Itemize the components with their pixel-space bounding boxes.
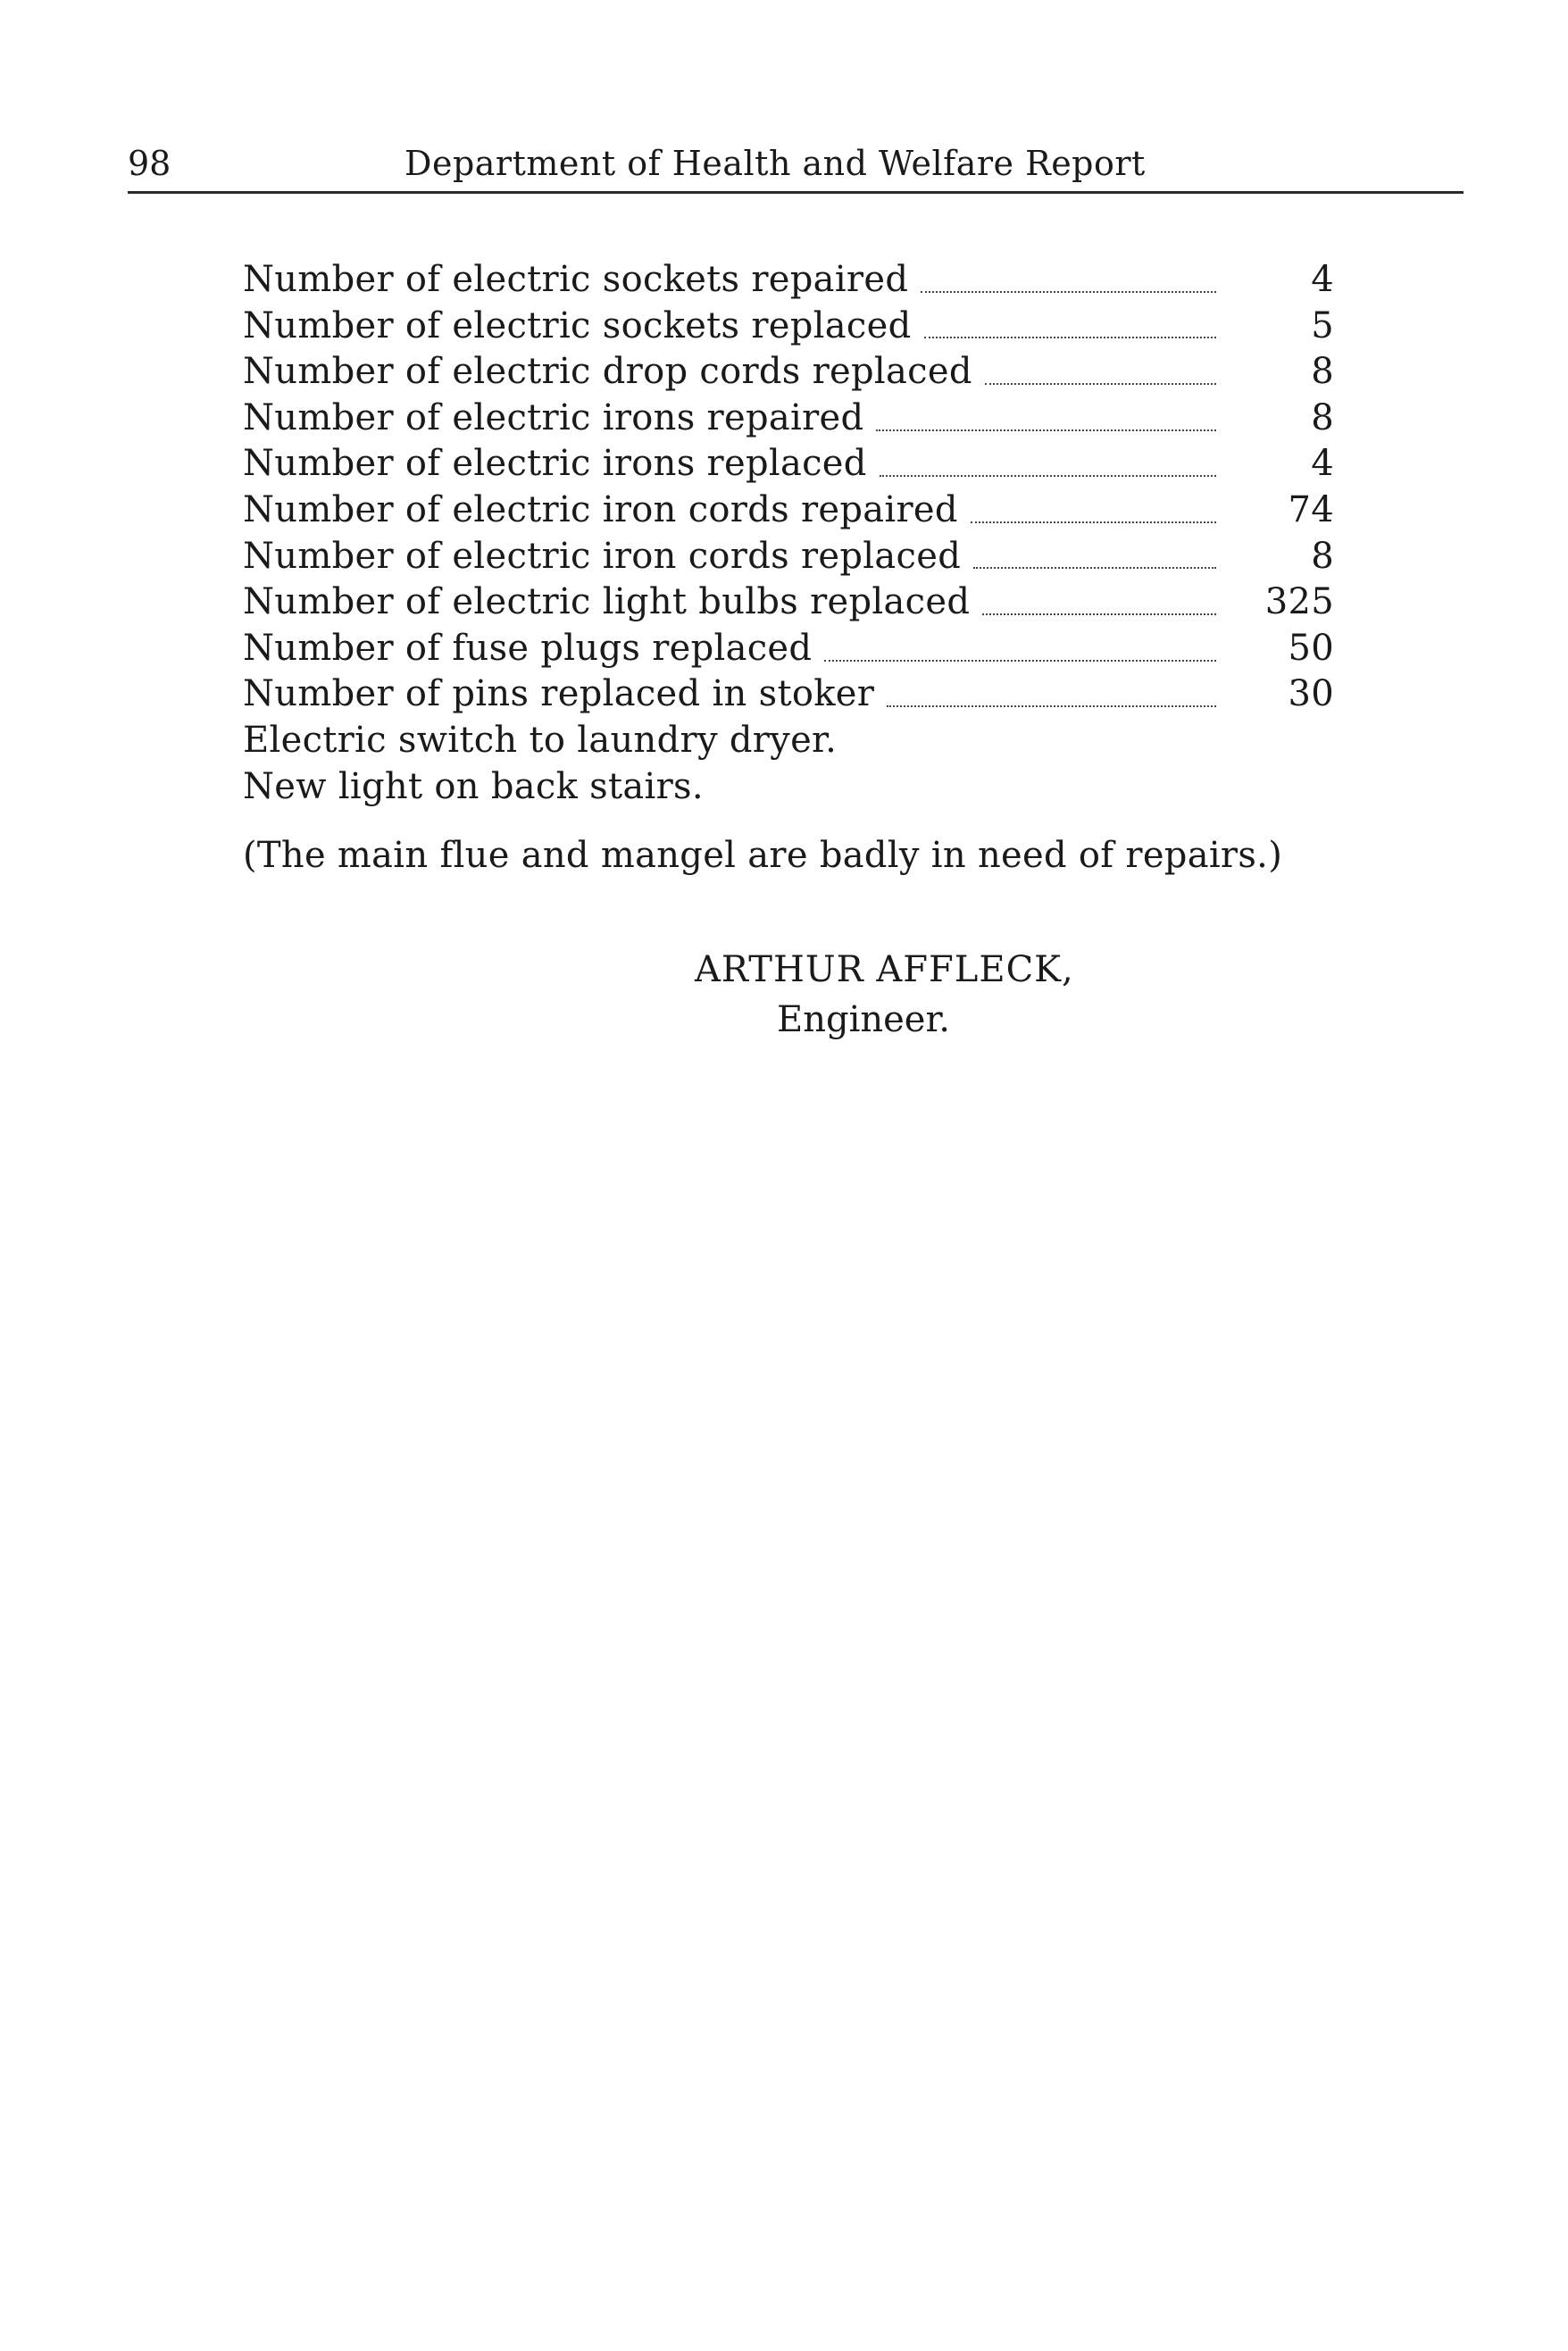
- signatory-title: Engineer.: [777, 999, 950, 1040]
- tally-row-label: Number of electric iron cords repaired: [243, 488, 958, 530]
- dot-leader: [880, 475, 1216, 477]
- page-number: 98: [128, 144, 171, 183]
- tally-row-value: 4: [1311, 443, 1334, 485]
- tally-row-value: 4: [1311, 259, 1334, 300]
- repairs-remark: (The main flue and mangel are badly in need of repairs.): [243, 835, 1283, 876]
- tally-row-value: 8: [1311, 396, 1334, 438]
- dot-leader: [971, 521, 1216, 523]
- tally-row: [243, 671, 1334, 718]
- dot-leader: [824, 660, 1216, 662]
- dot-leader: [921, 291, 1216, 293]
- tally-row-value: 74: [1288, 488, 1334, 530]
- tally-row-value: 8: [1311, 535, 1334, 577]
- dot-leader: [876, 429, 1216, 431]
- dot-leader: [887, 705, 1216, 707]
- tally-row-label: Number of electric irons repaired: [243, 396, 864, 438]
- running-title: Department of Health and Welfare Report: [405, 144, 1146, 183]
- repair-tally-list: [243, 257, 1334, 810]
- tally-row: [243, 349, 1334, 396]
- running-head: [128, 141, 1464, 194]
- dot-leader: [985, 383, 1216, 385]
- tally-note: New light on back stairs.: [243, 765, 704, 807]
- tally-row-label: Number of electric irons replaced: [243, 443, 867, 485]
- tally-row-label: Number of pins replaced in stoker: [243, 673, 875, 715]
- tally-row-label: Number of electric drop cords replaced: [243, 351, 972, 393]
- dot-leader: [982, 613, 1216, 615]
- dot-leader: [924, 337, 1216, 338]
- tally-row-label: Number of electric light bulbs replaced: [243, 581, 971, 623]
- tally-row: [243, 304, 1334, 350]
- tally-row-label: Number of electric sockets replaced: [243, 304, 912, 346]
- tally-row-value: 325: [1264, 581, 1334, 623]
- tally-note: Electric switch to laundry dryer.: [243, 719, 838, 761]
- tally-row: [243, 441, 1334, 488]
- tally-row: [243, 257, 1334, 304]
- tally-row-label: Number of electric iron cords replaced: [243, 535, 962, 577]
- tally-row: [243, 488, 1334, 534]
- tally-row-label: Number of electric sockets repaired: [243, 259, 909, 300]
- signatory-name: ARTHUR AFFLECK,: [695, 949, 1074, 990]
- tally-row-value: 5: [1311, 304, 1334, 346]
- tally-row: [243, 579, 1334, 626]
- tally-row: [243, 626, 1334, 672]
- dot-leader: [973, 567, 1216, 569]
- tally-row-label: Number of fuse plugs replaced: [243, 627, 813, 669]
- tally-row-value: 30: [1288, 673, 1334, 715]
- tally-row: [243, 534, 1334, 580]
- tally-row-value: 8: [1311, 351, 1334, 393]
- tally-row-value: 50: [1288, 627, 1334, 669]
- tally-row: [243, 396, 1334, 442]
